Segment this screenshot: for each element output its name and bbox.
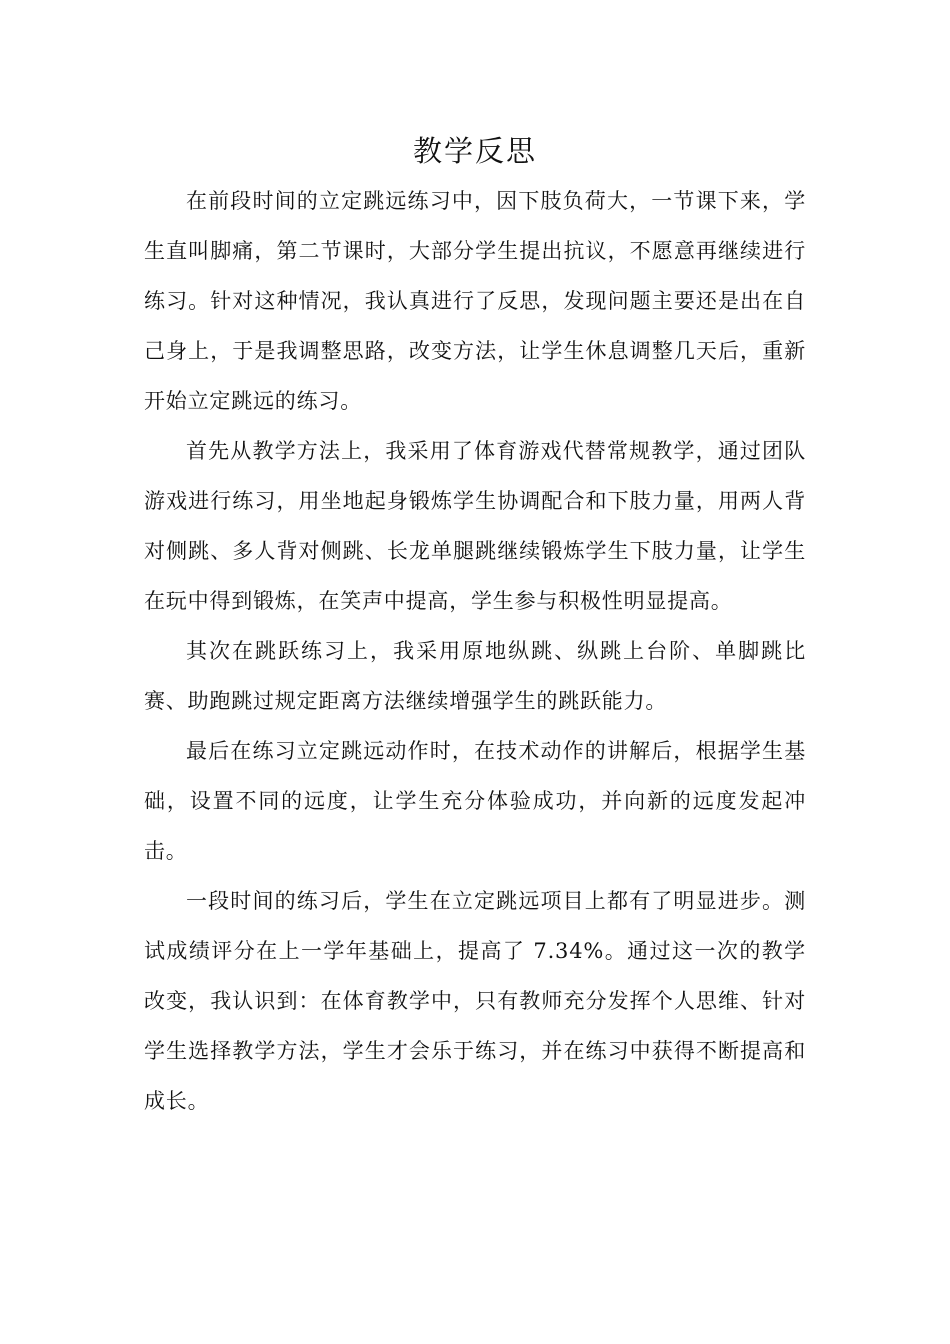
document-body: [144, 176, 806, 1126]
document-title: 教学反思: [412, 134, 537, 168]
paragraph-1: 在前段时间的立定跳远练习中，因下肢负荷大，一节课下来，学生直叫脚痛，第二节课时，大部分学生提出抗议，不愿意再继续进行练习。针对这种情况，我认真进行了反思，发现问题主要还是出在自己身上，于是我调整思路，改变方法，让学生休息调整几天后，重新开始立定跳远的练习。: [144, 189, 806, 413]
paragraph-3: 其次在跳跃练习上，我采用原地纵跳、纵跳上台阶、单脚跳比赛、助跑跳过规定距离方法继续增强学生的跳跃能力。: [144, 639, 806, 713]
paragraph-2: 首先从教学方法上，我采用了体育游戏代替常规教学，通过团队游戏进行练习，用坐地起身锻炼学生协调配合和下肢力量，用两人背对侧跳、多人背对侧跳、长龙单腿跳继续锻炼学生下肢力量，让学生在玩中得到锻炼，在笑声中提高，学生参与积极性明显提高。: [144, 439, 806, 613]
paragraph-4: 最后在练习立定跳远动作时，在技术动作的讲解后，根据学生基础，设置不同的远度，让学生充分体验成功，并向新的远度发起冲击。: [144, 739, 806, 863]
paragraph-5: 一段时间的练习后，学生在立定跳远项目上都有了明显进步。测试成绩评分在上一学年基础上，提高了 7.34%。通过这一次的教学改变，我认识到：在体育教学中，只有教师充分发挥个人思维、针对学生选择教学方法，学生才会乐于练习，并在练习中获得不断提高和成长。: [144, 889, 806, 1113]
